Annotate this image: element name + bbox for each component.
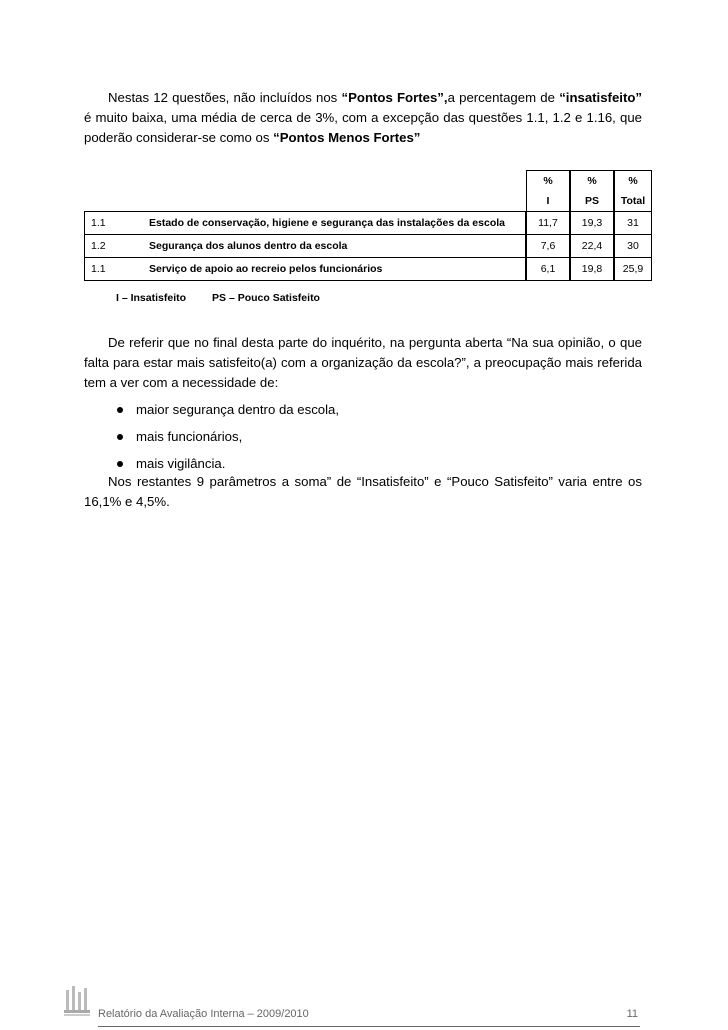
intro-text-2: a percentagem de [447,90,560,105]
list-item: mais funcionários, [84,427,642,454]
value-insatisfeito: 11,7 [526,211,570,235]
question-description: Segurança dos alunos dentro da escola [149,240,348,252]
footer-title: Relatório da Avaliação Interna – 2009/2010 [98,1008,309,1020]
remaining-parameters-paragraph: Nos restantes 9 parâmetros a soma” de “Insatisfeito” e “Pouco Satisfeito” varia entre os 16,1% e 4,5%. [84,474,642,509]
value-pouco-satisfeito: 22,4 [570,234,614,258]
page-footer [98,1008,640,1027]
value-total: 25,9 [614,257,652,281]
header-percent: % [628,175,638,187]
question-description: Estado de conservação, higiene e segurança das instalações da escola [149,217,505,229]
legend-insatisfeito: I – Insatisfeito [116,292,187,304]
table-header-i [526,170,570,212]
intro-text-1: Nestas 12 questões, não incluídos nos [108,90,342,105]
value-insatisfeito: 6,1 [526,257,570,281]
value-total: 31 [614,211,652,235]
table-header-ps [570,170,614,212]
value-insatisfeito: 7,6 [526,234,570,258]
legend-pouco-satisfeito: PS – Pouco Satisfeito [212,292,320,304]
pontos-fortes-emphasis: “Pontos Fortes”, [341,90,448,105]
intro-paragraph [84,88,642,148]
table-header-total [614,170,652,212]
table-row [84,211,652,235]
pontos-menos-fortes-emphasis: “Pontos Menos Fortes” [273,130,421,145]
question-number: 1.2 [91,240,106,252]
row-question-cell [84,234,526,258]
value-pouco-satisfeito: 19,8 [570,257,614,281]
question-number: 1.1 [91,217,106,229]
open-question-paragraph: De referir que no final desta parte do inquérito, na pergunta aberta “Na sua opinião, o que falta para estar mais satisfeito(a) com a organização da escola?”, a preocupação mais referida tem a ver com a necessidade de: [84,335,642,390]
table-row [84,257,652,281]
header-percent: % [587,175,597,187]
header-label: Total [620,195,646,207]
header-label: PS [584,195,599,207]
header-label: I [546,195,550,207]
intro-text-3: é muito baixa, uma média de cerca de 3%, com a excepção das questões 1.1, 1.2 e 1.16, que poderão considerar-se como os [84,110,642,145]
row-question-cell [84,211,526,235]
conclusion-section [84,333,642,512]
table-row [84,234,652,258]
header-percent: % [543,175,553,187]
school-logo-icon [62,980,92,1020]
page-number: 11 [626,1008,638,1020]
value-pouco-satisfeito: 19,3 [570,211,614,235]
row-question-cell [84,257,526,281]
question-description: Serviço de apoio ao recreio pelos funcionários [149,263,383,275]
list-item: maior segurança dentro da escola, [84,400,642,427]
list-item: mais vigilância. [84,454,642,481]
insatisfeito-emphasis: “insatisfeito” [559,90,642,105]
needs-list [84,400,642,481]
value-total: 30 [614,234,652,258]
question-number: 1.1 [91,263,106,275]
table-legend [116,292,346,304]
